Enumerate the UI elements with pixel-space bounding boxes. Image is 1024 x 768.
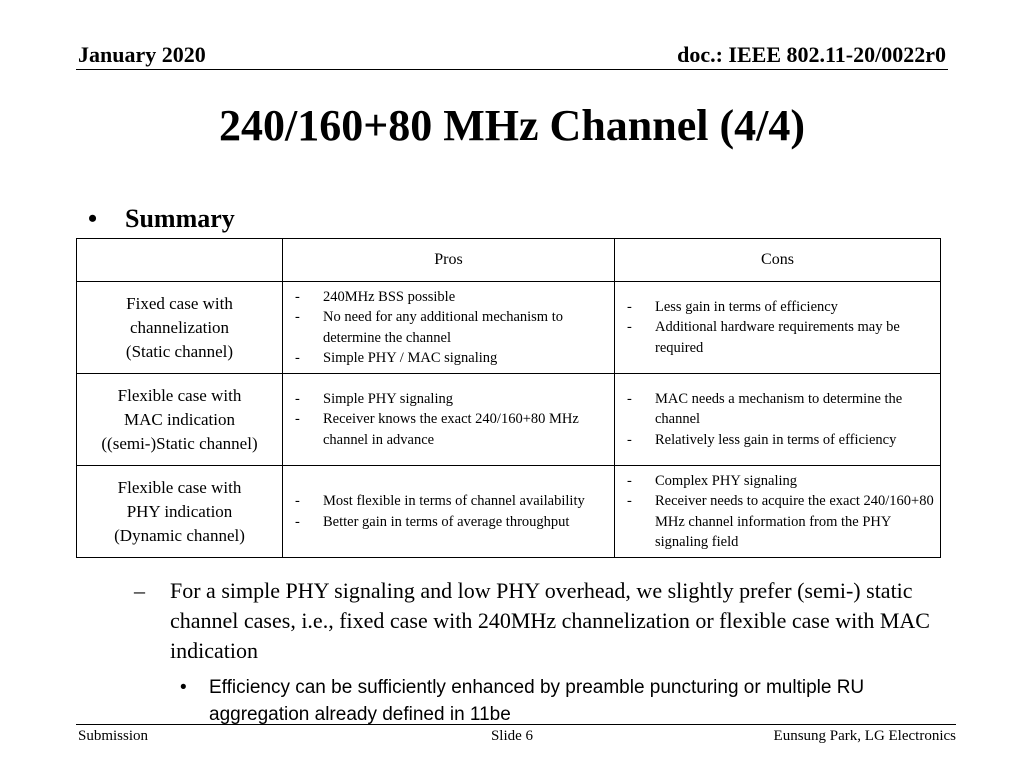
list-item: - No need for any additional mechanism to determine the channel [291,307,608,348]
row-label-line: MAC indication [124,409,235,429]
pros-cell [283,374,615,466]
list-item: - Receiver knows the exact 240/160+80 MHz channel in advance [291,409,608,450]
cons-cell [615,282,941,374]
list-item: - Less gain in terms of efficiency [623,297,934,318]
footer-author: Eunsung Park, LG Electronics [773,728,956,744]
list-item: - Most flexible in terms of channel availability [291,491,608,512]
sub-sub-bullet-text: Efficiency can be sufficiently enhanced by preamble puncturing or multiple RU aggregation already defined in 11be [209,677,865,725]
pros-cell [283,466,615,558]
table-row [77,374,941,466]
header-divider [76,69,948,70]
list-item: - Simple PHY / MAC signaling [291,348,608,369]
cons-header: Cons [615,239,941,282]
row-label-line: (Static channel) [125,341,234,361]
table-header-row [77,239,941,282]
summary-bullet [88,204,235,234]
list-item: - Better gain in terms of average throughput [291,512,608,533]
table-row [77,466,941,558]
row-label-line: ((semi-)Static channel) [101,433,258,453]
list-item: - 240MHz BSS possible [291,287,608,308]
row-label-line: Flexible case with [117,477,242,497]
pros-cell [283,282,615,374]
cons-cell [615,374,941,466]
header-doc-id: doc.: IEEE 802.11-20/0022r0 [677,42,946,67]
footer-submission: Submission [78,728,149,744]
sub-sub-bullet [180,674,920,728]
row-label-flexible-phy [77,466,283,558]
list-item: - Complex PHY signaling [623,471,934,492]
cons-cell [615,466,941,558]
row-label-flexible-mac [77,374,283,466]
header-date: January 2020 [78,42,206,67]
row-label-fixed [77,282,283,374]
list-item: - Relatively less gain in terms of efficiency [623,430,934,451]
row-label-line: PHY indication [126,501,233,521]
row-label-line: Fixed case with [126,293,233,313]
bullet-marker: • [88,204,98,233]
list-item: - Simple PHY signaling [291,389,608,410]
dash-marker: – [134,578,145,603]
corner-header [77,239,283,282]
list-item: - Additional hardware requirements may be required [623,317,934,358]
table-row [77,282,941,374]
summary-table [76,238,941,558]
list-item: - MAC needs a mechanism to determine the channel [623,389,934,430]
bullet-marker: • [180,677,187,698]
sub-bullet [134,576,934,666]
footer-divider [76,724,956,725]
row-label-line: Flexible case with [117,385,242,405]
pros-header: Pros [283,239,615,282]
sub-bullet-text: For a simple PHY signaling and low PHY overhead, we slightly prefer (semi-) static channel cases, i.e., fixed case with 240MHz channelization or flexible case with MAC indication [170,578,930,663]
row-label-line: channelization [129,317,230,337]
row-label-line: (Dynamic channel) [114,525,245,545]
list-item: - Receiver needs to acquire the exact 240/160+80 MHz channel information from the PHY signaling field [623,491,934,553]
slide-title: 240/160+80 MHz Channel (4/4) [218,101,806,150]
footer-slide-number: Slide 6 [490,728,534,744]
summary-heading: Summary [125,204,235,233]
